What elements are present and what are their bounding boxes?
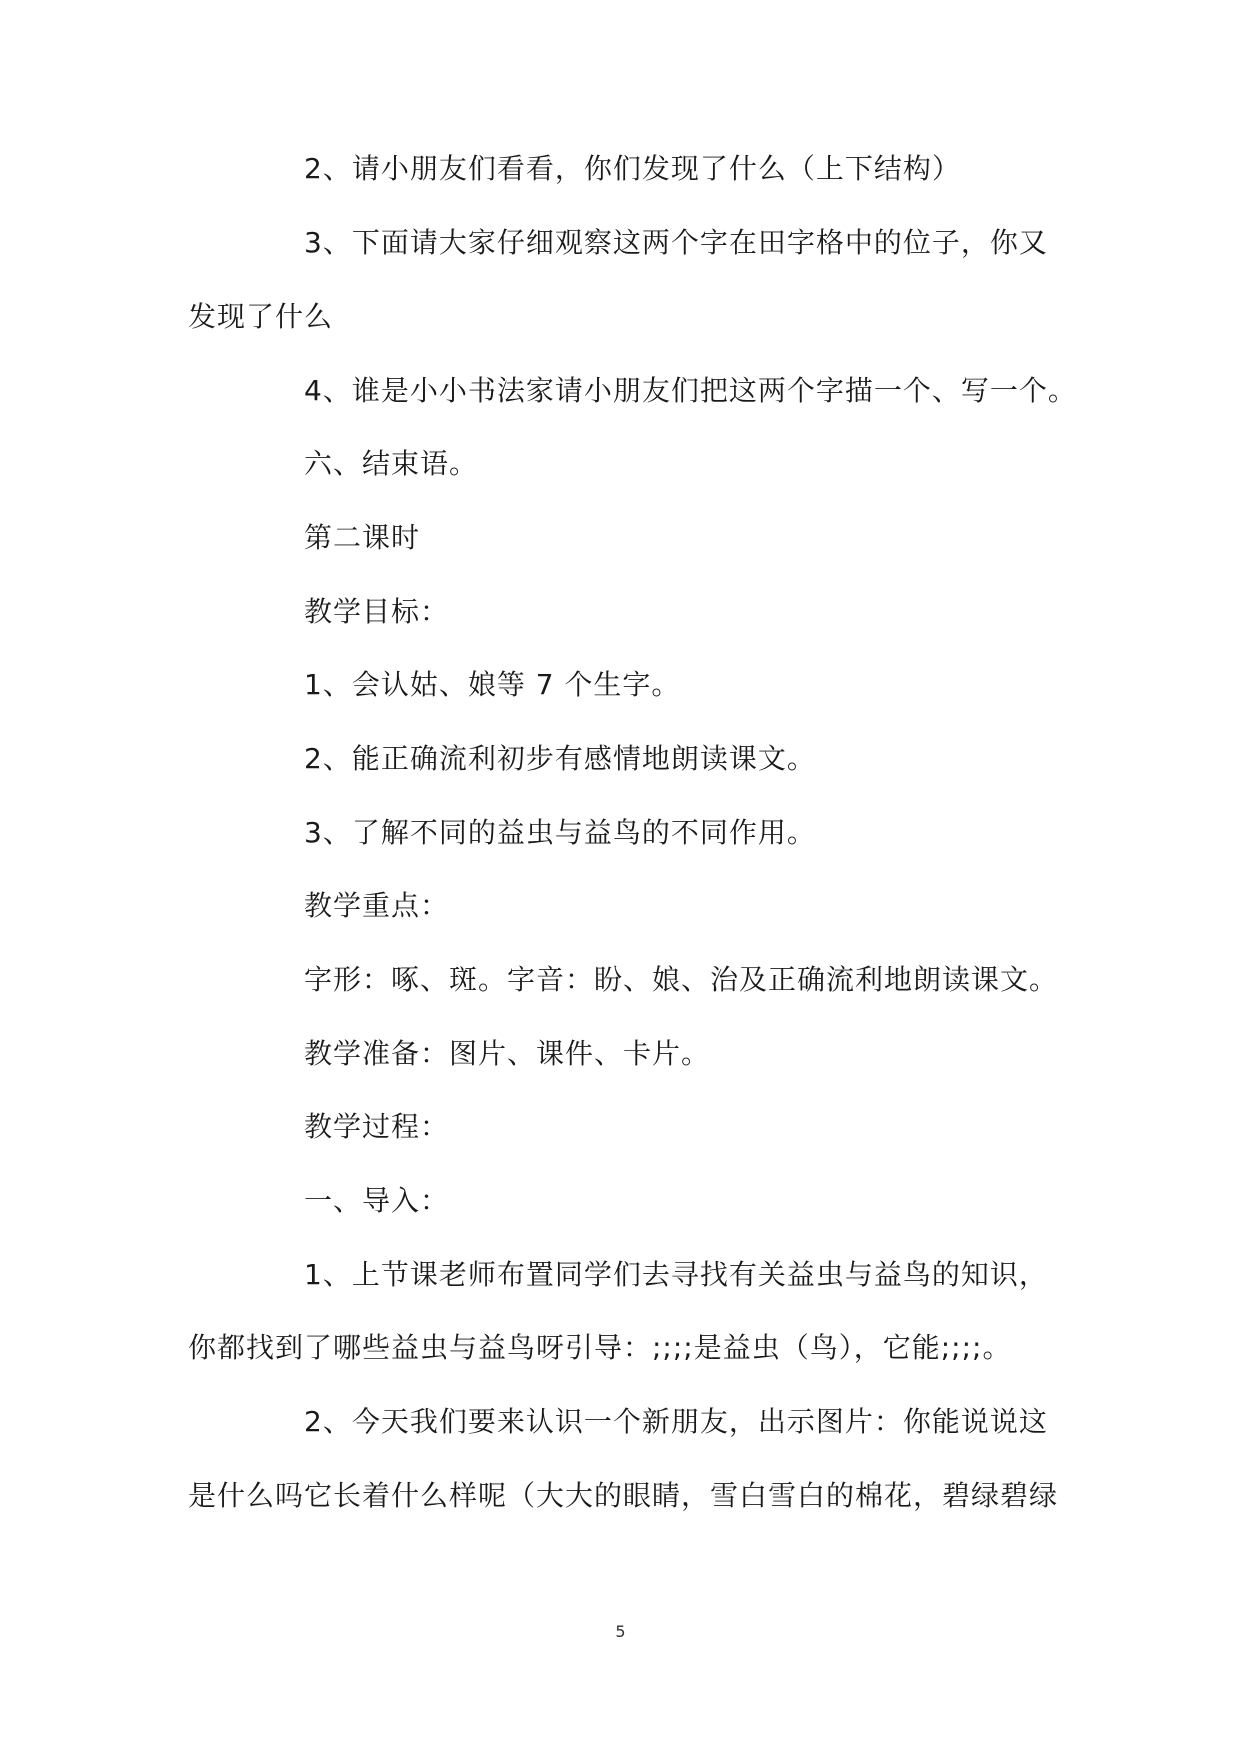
text-line: 3、下面请大家仔细观察这两个字在田字格中的位子，你又 — [304, 226, 1048, 259]
text-line: 发现了什么 — [188, 300, 334, 333]
text-line: 字形：啄、斑。字音：盼、娘、治及正确流利地朗读课文。 — [304, 963, 1059, 996]
lesson-heading: 第二课时 — [304, 521, 421, 554]
section-heading: 教学过程： — [304, 1110, 450, 1143]
text-line: 是什么吗它长着什么样呢（大大的眼睛，雪白雪白的棉花，碧绿碧绿 — [188, 1479, 1059, 1512]
section-heading: 六、结束语。 — [304, 447, 479, 480]
section-heading: 教学重点： — [304, 889, 450, 922]
text-line: 2、能正确流利初步有感情地朗读课文。 — [304, 742, 816, 775]
text-line: 3、了解不同的益虫与益鸟的不同作用。 — [304, 816, 816, 849]
text-line: 1、上节课老师布置同学们去寻找有关益虫与益鸟的知识， — [304, 1258, 1048, 1291]
section-heading: 一、导入： — [304, 1184, 450, 1217]
text-line: 2、请小朋友们看看，你们发现了什么（上下结构） — [304, 152, 961, 185]
text-line: 你都找到了哪些益虫与益鸟呀引导：;;;;是益虫（鸟），它能;;;;。 — [188, 1331, 1012, 1364]
text-line: 4、谁是小小书法家请小朋友们把这两个字描一个、写一个。 — [304, 374, 1077, 407]
text-line: 教学准备：图片、课件、卡片。 — [304, 1037, 711, 1070]
section-heading: 教学目标： — [304, 595, 450, 628]
page-number: 5 — [615, 1622, 626, 1641]
text-line: 1、会认姑、娘等 7 个生字。 — [304, 668, 681, 701]
text-line: 2、今天我们要来认识一个新朋友，出示图片：你能说说这 — [304, 1405, 1048, 1438]
